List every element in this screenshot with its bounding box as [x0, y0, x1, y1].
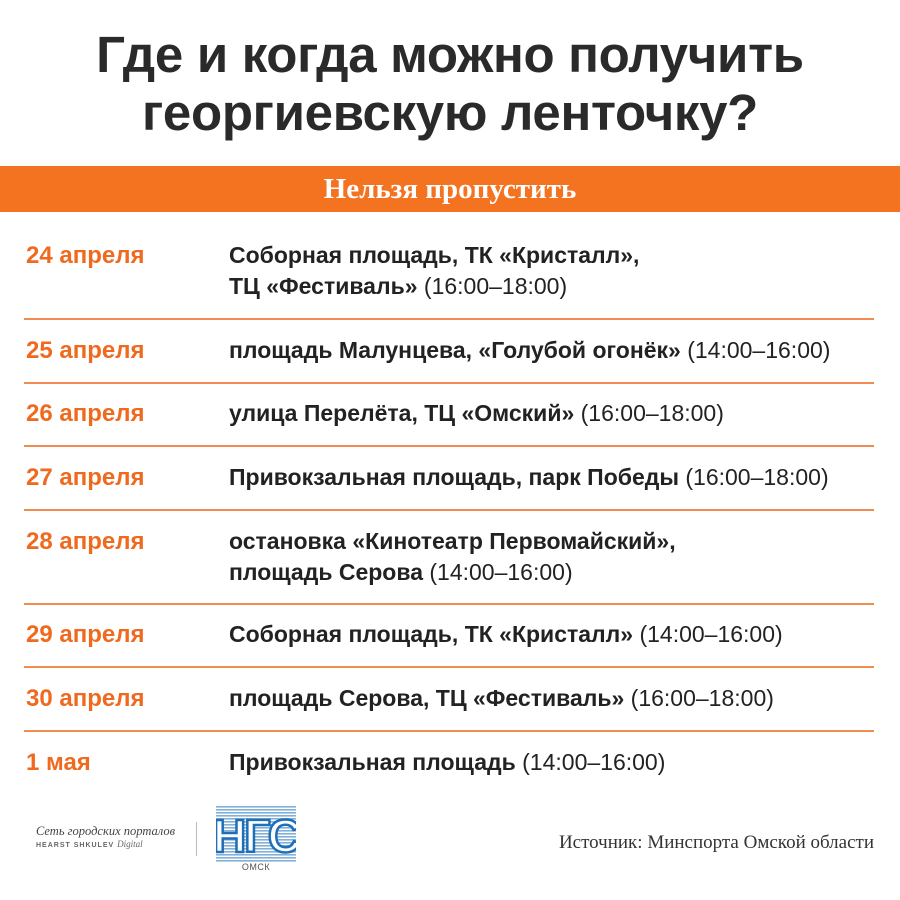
ngs-logo-text: НГС [216, 810, 296, 862]
place-name-cont: ТЦ «Фестиваль» [229, 273, 418, 299]
row-divider [24, 509, 874, 511]
section-banner: Нельзя пропустить [0, 166, 900, 212]
row-divider [24, 445, 874, 447]
ngs-logo-mark [216, 806, 296, 862]
page-title [0, 26, 900, 142]
schedule-date: 24 апреля [26, 242, 145, 269]
schedule-time: (16:00–18:00) [580, 400, 724, 426]
schedule-place [229, 335, 874, 366]
row-divider [24, 382, 874, 384]
schedule-place [229, 240, 874, 302]
title-line-2: георгиевскую ленточку? [141, 84, 759, 141]
schedule-date: 26 апреля [26, 400, 145, 427]
schedule-place [229, 747, 874, 778]
network-logo [36, 824, 186, 851]
schedule-time: (14:00–16:00) [639, 621, 783, 647]
schedule-place [229, 619, 874, 650]
ngs-logo [216, 806, 296, 876]
network-logo-sub-text: HEARST SHKULEV [36, 842, 115, 849]
row-divider [24, 666, 874, 668]
title-line-1: Где и когда можно получить [96, 26, 804, 83]
place-name: площадь Малунцева, «Голубой огонёк» [229, 337, 681, 363]
place-name: остановка «Кинотеатр Первомайский», [229, 528, 676, 554]
logo-divider [196, 822, 197, 856]
place-name: Привокзальная площадь [229, 749, 516, 775]
schedule-time: (14:00–16:00) [522, 749, 666, 775]
schedule-time: (14:00–16:00) [687, 337, 831, 363]
schedule-date: 27 апреля [26, 464, 145, 491]
schedule-place [229, 526, 874, 588]
schedule-place [229, 398, 874, 429]
schedule-place [229, 462, 874, 493]
place-name-cont: площадь Серова [229, 559, 423, 585]
ngs-city: ОМСК [241, 862, 271, 872]
schedule-time: (14:00–16:00) [429, 559, 573, 585]
place-name: улица Перелёта, ТЦ «Омский» [229, 400, 575, 426]
schedule-date: 1 мая [26, 749, 91, 776]
place-name: Соборная площадь, ТК «Кристалл» [229, 621, 634, 647]
source-note: Источник: Минспорта Омской области [558, 832, 874, 853]
schedule-date: 30 апреля [26, 685, 145, 712]
network-logo-sub-italic: Digital [117, 839, 143, 849]
network-logo-sub [36, 839, 186, 851]
row-divider [24, 730, 874, 732]
row-divider [24, 318, 874, 320]
row-divider [24, 603, 874, 605]
schedule-date: 28 апреля [26, 528, 145, 555]
schedule-time: (16:00–18:00) [423, 273, 568, 299]
schedule-date: 29 апреля [26, 621, 145, 648]
schedule-date: 25 апреля [26, 337, 145, 364]
place-name: Привокзальная площадь, парк Победы [229, 464, 679, 490]
schedule-place [229, 683, 874, 714]
schedule-time: (16:00–18:00) [685, 464, 829, 490]
place-name: площадь Серова, ТЦ «Фестиваль» [229, 685, 625, 711]
schedule-time: (16:00–18:00) [630, 685, 774, 711]
place-name: Соборная площадь, ТК «Кристалл», [229, 242, 640, 268]
network-logo-text: Сеть городских порталов [36, 824, 176, 838]
